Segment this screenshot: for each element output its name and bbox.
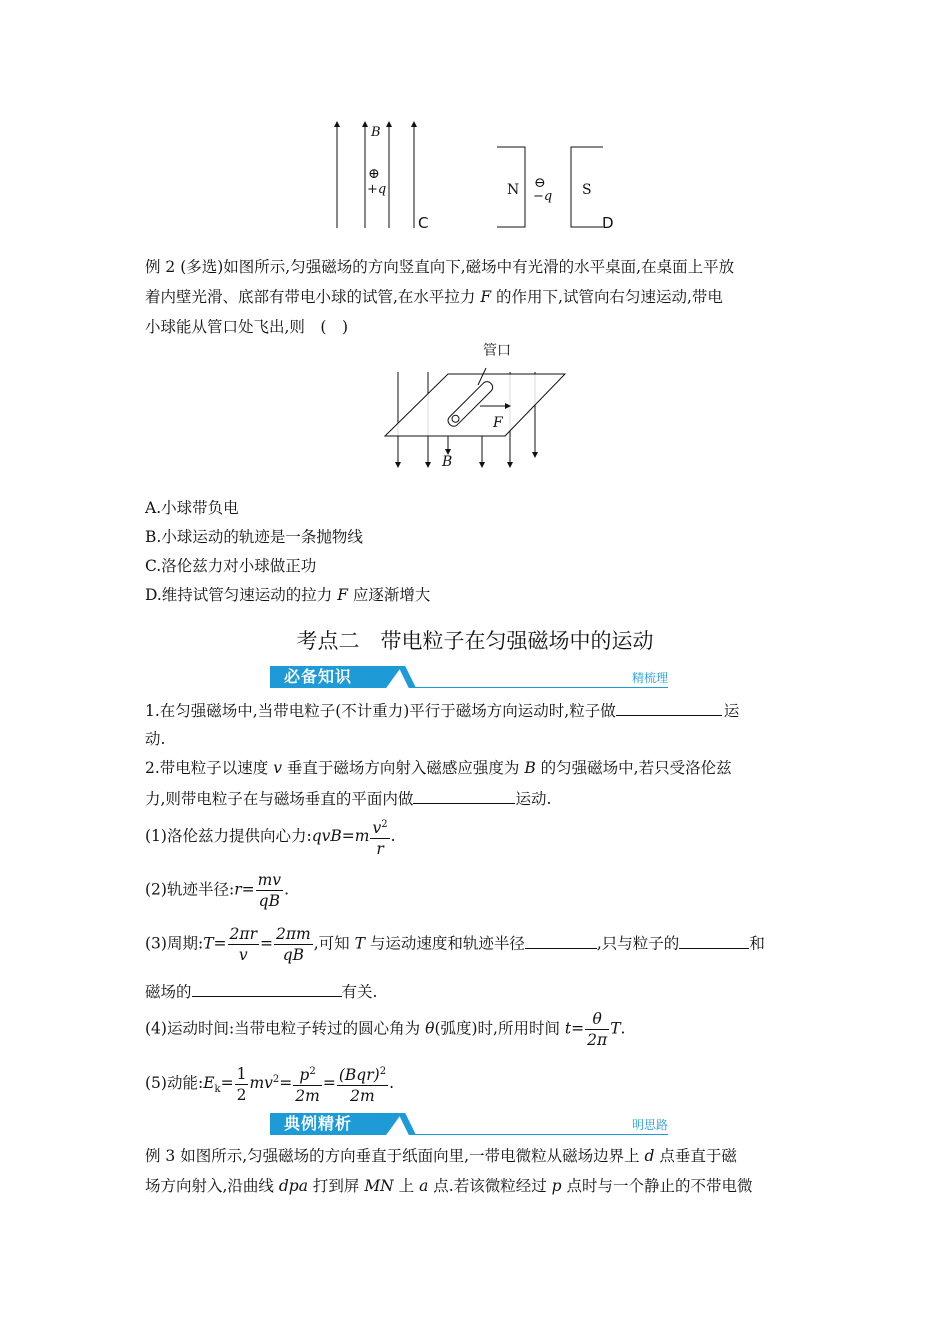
ex2-line3: 小球能从管口处飞出,则 ( ) [145,318,349,336]
knowledge-2: 2.带电粒子以速度 v 垂直于磁场方向射入磁感应强度为 B 的匀强磁场中,若只受洛伦兹 [145,759,732,777]
option-d: D.维持试管匀速运动的拉力 F 应逐渐增大 [145,586,431,604]
negative-charge-icon: ⊖ [534,175,546,191]
knowledge-1: 1.在匀强磁场中,当带电粒子(不计重力)平行于磁场方向运动时,粒子做 运 [145,699,739,722]
fig-d-charge: −q [533,189,553,204]
positive-charge-icon: ⊕ [368,166,380,182]
option-c: C.洛伦兹力对小球做正功 [145,557,317,575]
formula-1: (1)洛伦兹力提供向心力:qvB=m $\frac{v^2}{r}$ . [145,819,396,859]
figure-test-tube [380,360,580,475]
knowledge-1-cont: 动. [145,730,166,748]
ex2-line2: 着内壁光滑、底部有带电小球的试管,在水平拉力 F 的作用下,试管向右匀速运动,带电 [145,288,723,306]
magnet-s-label: S [582,182,592,198]
option-a: A.小球带负电 [145,499,239,517]
fig-c-letter: C [418,214,429,232]
formula-3-cont: 磁场的 有关. [145,980,377,1003]
banner-tag: 明思路 [631,1118,668,1132]
fig-c-b-label: B [371,125,381,140]
banner-essential-knowledge [270,666,668,690]
answer-blank [413,787,515,804]
banner-title: 典例精析 [284,1114,353,1133]
ex3-line1: 例 3 如图所示,匀强磁场的方向垂直于纸面向里,一带电微粒从磁场边界上 d 点垂直于磁 [145,1147,737,1165]
formula-5: (5)动能$:E_k=$ $\frac{1}{2}$ $mv^2=$ $\frac{p^2}{2m}$ = $\frac{(Bqr)^2}{2m}$ . [145,1064,394,1106]
formula-4: (4)运动时间:当带电粒子转过的圆心角为 θ(弧度)时,所用时间 t= $\frac{\theta}{2\pi}$ T. [145,1010,626,1049]
knowledge-2-cont: 力,则带电粒子在与磁场垂直的平面内做 运动. [145,787,551,810]
ex3-line2: 场方向射入,沿曲线 dpa 打到屏 MN 上 a 点.若该微粒经过 p 点时与一个静止的不带电微 [145,1177,753,1195]
answer-blank [525,932,597,949]
tube-mouth-label: 管口 [483,343,511,359]
answer-blank [192,980,342,997]
banner-tag: 精梳理 [631,671,668,685]
section-heading: 考点二 带电粒子在匀强磁场中的运动 [296,629,654,653]
answer-blank [616,699,722,716]
force-f-label: F [493,415,503,431]
formula-3: (3)周期:T= $\frac{2\pi r}{v}$ = $\frac{2\pi m}{qB}$ ,可知 T 与运动速度和轨迹半径 ,只与粒子的 和 [145,925,765,964]
fig-d-letter: D [602,214,614,232]
field-b-label: B [442,454,453,470]
magnet-n-label: N [507,182,520,198]
answer-blank [679,932,749,949]
banner-title: 必备知识 [284,667,353,686]
option-b: B.小球运动的轨迹是一条抛物线 [145,528,363,546]
banner-typical-examples [270,1113,668,1137]
fig-c-charge: +q [367,182,387,197]
formula-2: (2)轨迹半径:r= $\frac{mv}{qB}$ . [145,871,289,910]
ex2-line1: 例 2 (多选)如图所示,匀强磁场的方向竖直向下,磁场中有光滑的水平桌面,在桌面上平放 [145,258,735,276]
